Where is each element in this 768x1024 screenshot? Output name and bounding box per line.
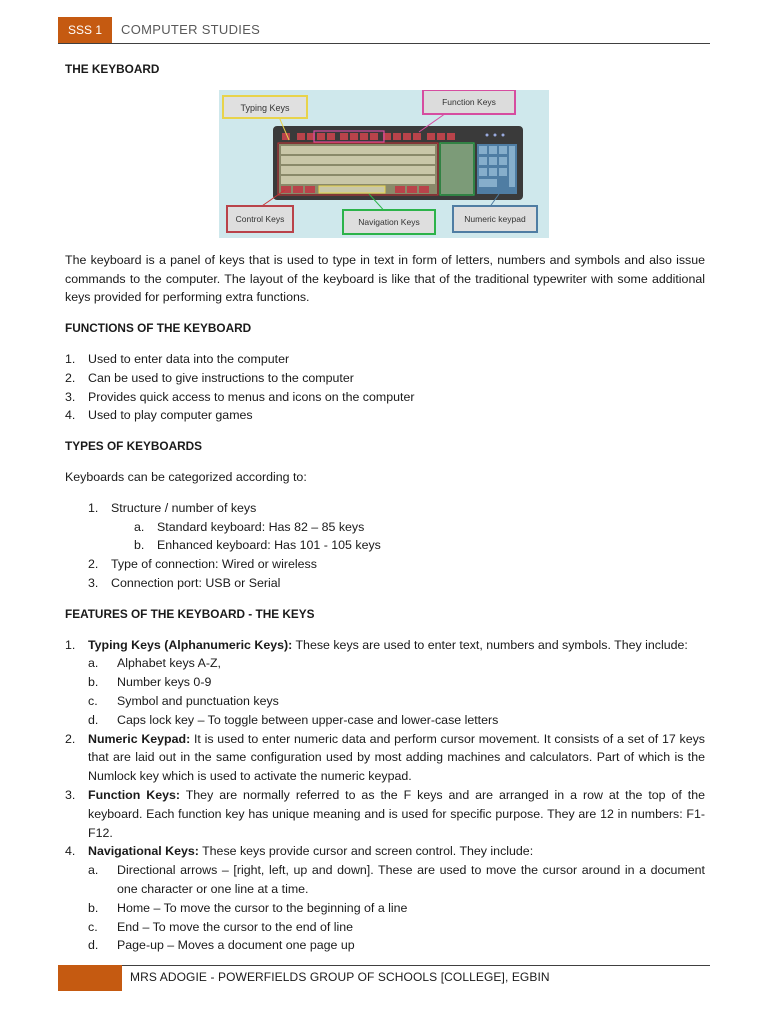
list-item: 1. Structure / number of keys	[88, 500, 257, 515]
typing-keys-label: Typing Keys	[240, 103, 290, 113]
features-heading: FEATURES OF THE KEYBOARD - THE KEYS	[65, 606, 315, 621]
class-badge: SSS 1	[58, 17, 112, 44]
footer-rule	[58, 965, 710, 966]
sub-list-item: c. End – To move the cursor to the end of line	[88, 919, 354, 934]
list-item: 4. Navigational Keys: These keys provide cursor and screen control. They include:	[65, 844, 534, 859]
image-spacer	[65, 79, 705, 251]
footer-text: MRS ADOGIE - POWERFIELDS GROUP OF SCHOOLS [COLLEGE], EGBIN	[130, 970, 550, 984]
header-rule	[58, 43, 710, 44]
control-keys-label: Control Keys	[235, 214, 285, 224]
intro-paragraph: The keyboard is a panel of keys that is used to type in text in form of letters, numbers and symbols and also issue commands to the computer. The layout of the keyboard is like that of the traditional typewriter with some additional keys provided for performing extra functions.	[65, 252, 705, 305]
navigation-keys-label: Navigation Keys	[358, 217, 420, 227]
functions-list	[65, 350, 705, 425]
sub-list-item: a. Alphabet keys A-Z,	[88, 656, 221, 671]
list-item: 2. Can be used to give instructions to the computer	[65, 370, 354, 385]
list-item: 1. Typing Keys (Alphanumeric Keys): These keys are used to enter text, numbers and symbols. They include:	[65, 637, 688, 652]
sub-list-item: b. Home – To move the cursor to the beginning of a line	[88, 900, 408, 915]
sub-list-item: a. Standard keyboard: Has 82 – 85 keys	[134, 519, 365, 534]
list-item: 2. Numeric Keypad: It is used to enter numeric data and perform cursor movement. It consists of a set of 17 keys that are laid out in the same configuration used by most adding machines and calculators. Part of which is the Numlock key which is used to activate the numeric keypad.	[65, 731, 705, 784]
list-item: 3. Provides quick access to menus and icons on the computer	[65, 389, 415, 404]
page-title: THE KEYBOARD	[65, 62, 160, 76]
numeric-keypad-label: Numeric keypad	[464, 214, 526, 224]
types-heading: TYPES OF KEYBOARDS	[65, 439, 202, 454]
footer-badge	[58, 965, 122, 991]
list-item: 3. Function Keys: They are normally referred to as the F keys and are arranged in a row at the top of the keyboard. Each function key has unique meaning and is used for specific purpose. They are 12 in numbers: F1-F12.	[65, 787, 705, 840]
functions-heading: FUNCTIONS OF THE KEYBOARD	[65, 321, 252, 336]
subject-title: COMPUTER STUDIES	[121, 22, 261, 37]
document-body	[65, 60, 705, 955]
list-item: 1. Used to enter data into the computer	[65, 351, 290, 366]
sub-list-item: d. Caps lock key – To toggle between upper-case and lower-case letters	[88, 712, 499, 727]
list-item: 3. Connection port: USB or Serial	[88, 575, 281, 590]
sub-list-item: c. Symbol and punctuation keys	[88, 693, 279, 708]
features-list	[65, 636, 705, 956]
sub-list-item: d. Page-up – Moves a document one page up	[88, 938, 355, 953]
types-lead: Keyboards can be categorized according to:	[65, 469, 307, 484]
list-item: 4. Used to play computer games	[65, 408, 253, 423]
sub-list-item: a. Directional arrows – [right, left, up and down]. These are used to move the cursor around in a document one character or one line at a time.	[88, 863, 705, 896]
sub-list-item: b. Number keys 0-9	[88, 675, 212, 690]
list-item: 2. Type of connection: Wired or wireless	[88, 557, 317, 572]
sub-list-item: b. Enhanced keyboard: Has 101 - 105 keys	[134, 538, 381, 553]
function-keys-label: Function Keys	[442, 97, 496, 107]
types-list	[65, 499, 705, 593]
